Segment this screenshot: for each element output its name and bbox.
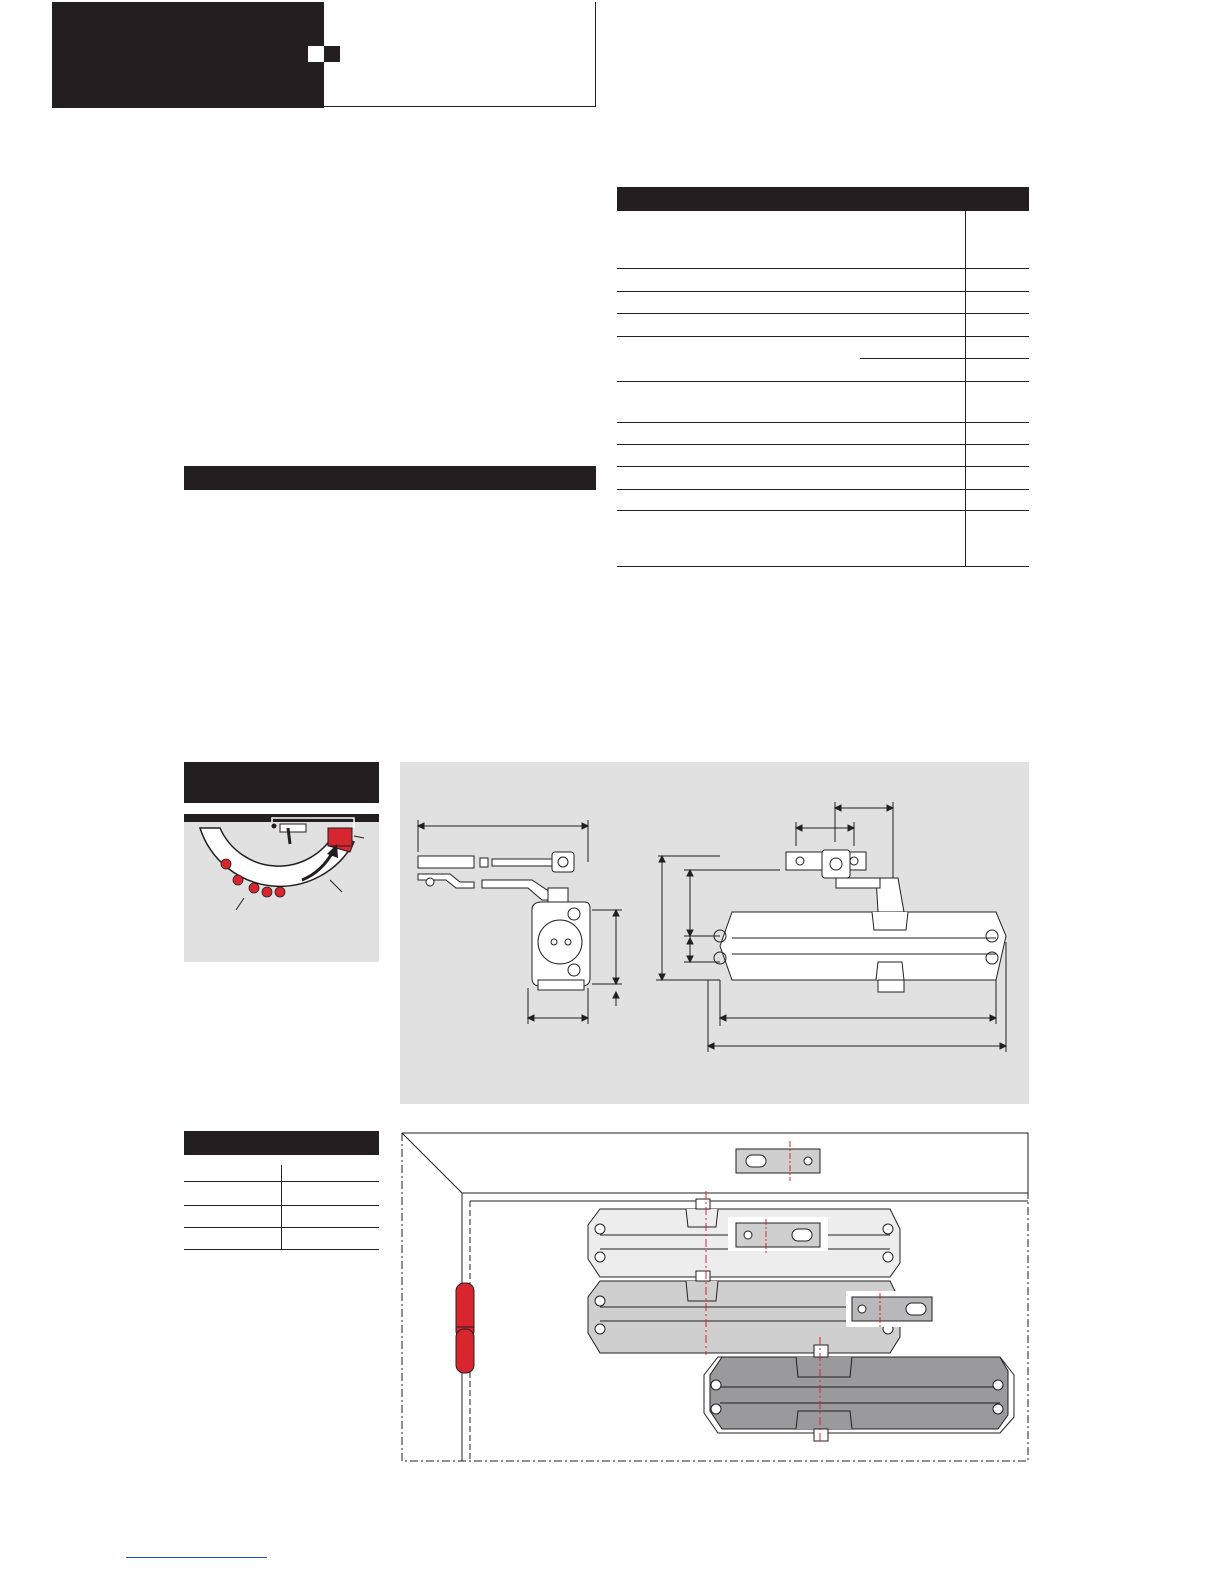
spec-table-row	[617, 422, 1029, 423]
header-underline	[324, 106, 596, 107]
spec-table-row	[617, 291, 1029, 292]
mini-table-row	[184, 1227, 379, 1228]
mini-table-header	[184, 1131, 379, 1155]
spec-table-row	[617, 466, 1029, 467]
mini-table-row	[184, 1249, 379, 1250]
header-side-rule	[595, 2, 596, 107]
square-marker-icon	[308, 46, 340, 62]
spec-table-row	[617, 510, 1029, 511]
door-closer-body-icon	[588, 1271, 938, 1353]
spec-table-row	[860, 358, 1029, 359]
footer-link-underline[interactable]	[126, 1557, 267, 1558]
mini-table-row	[184, 1205, 379, 1206]
closing-panel-title-bar	[184, 762, 379, 803]
door-closer-body-icon	[704, 1345, 1014, 1441]
installation-drawing	[400, 1131, 1030, 1463]
header-title-block	[52, 2, 324, 108]
spec-table-row	[617, 336, 1029, 337]
spec-table-row	[617, 444, 1029, 445]
hinge-icon	[456, 1283, 474, 1373]
spec-table-row	[617, 313, 1029, 314]
spec-table-row	[617, 489, 1029, 490]
spec-table-row	[617, 566, 1029, 567]
mini-table-divider	[281, 1165, 282, 1250]
spec-table-divider	[965, 211, 966, 567]
closer-side-view-icon	[400, 762, 640, 1022]
mini-table-row	[184, 1181, 379, 1182]
mounting-plate-icon	[736, 1141, 820, 1181]
section-heading-bar	[184, 466, 596, 490]
closer-top-view-icon	[640, 762, 1030, 1062]
closing-range-diagram	[184, 814, 379, 962]
door-closer-body-icon	[588, 1199, 900, 1277]
spec-table-row	[617, 268, 1029, 269]
spec-table-header	[617, 187, 1029, 211]
spec-table-row	[617, 381, 1029, 382]
